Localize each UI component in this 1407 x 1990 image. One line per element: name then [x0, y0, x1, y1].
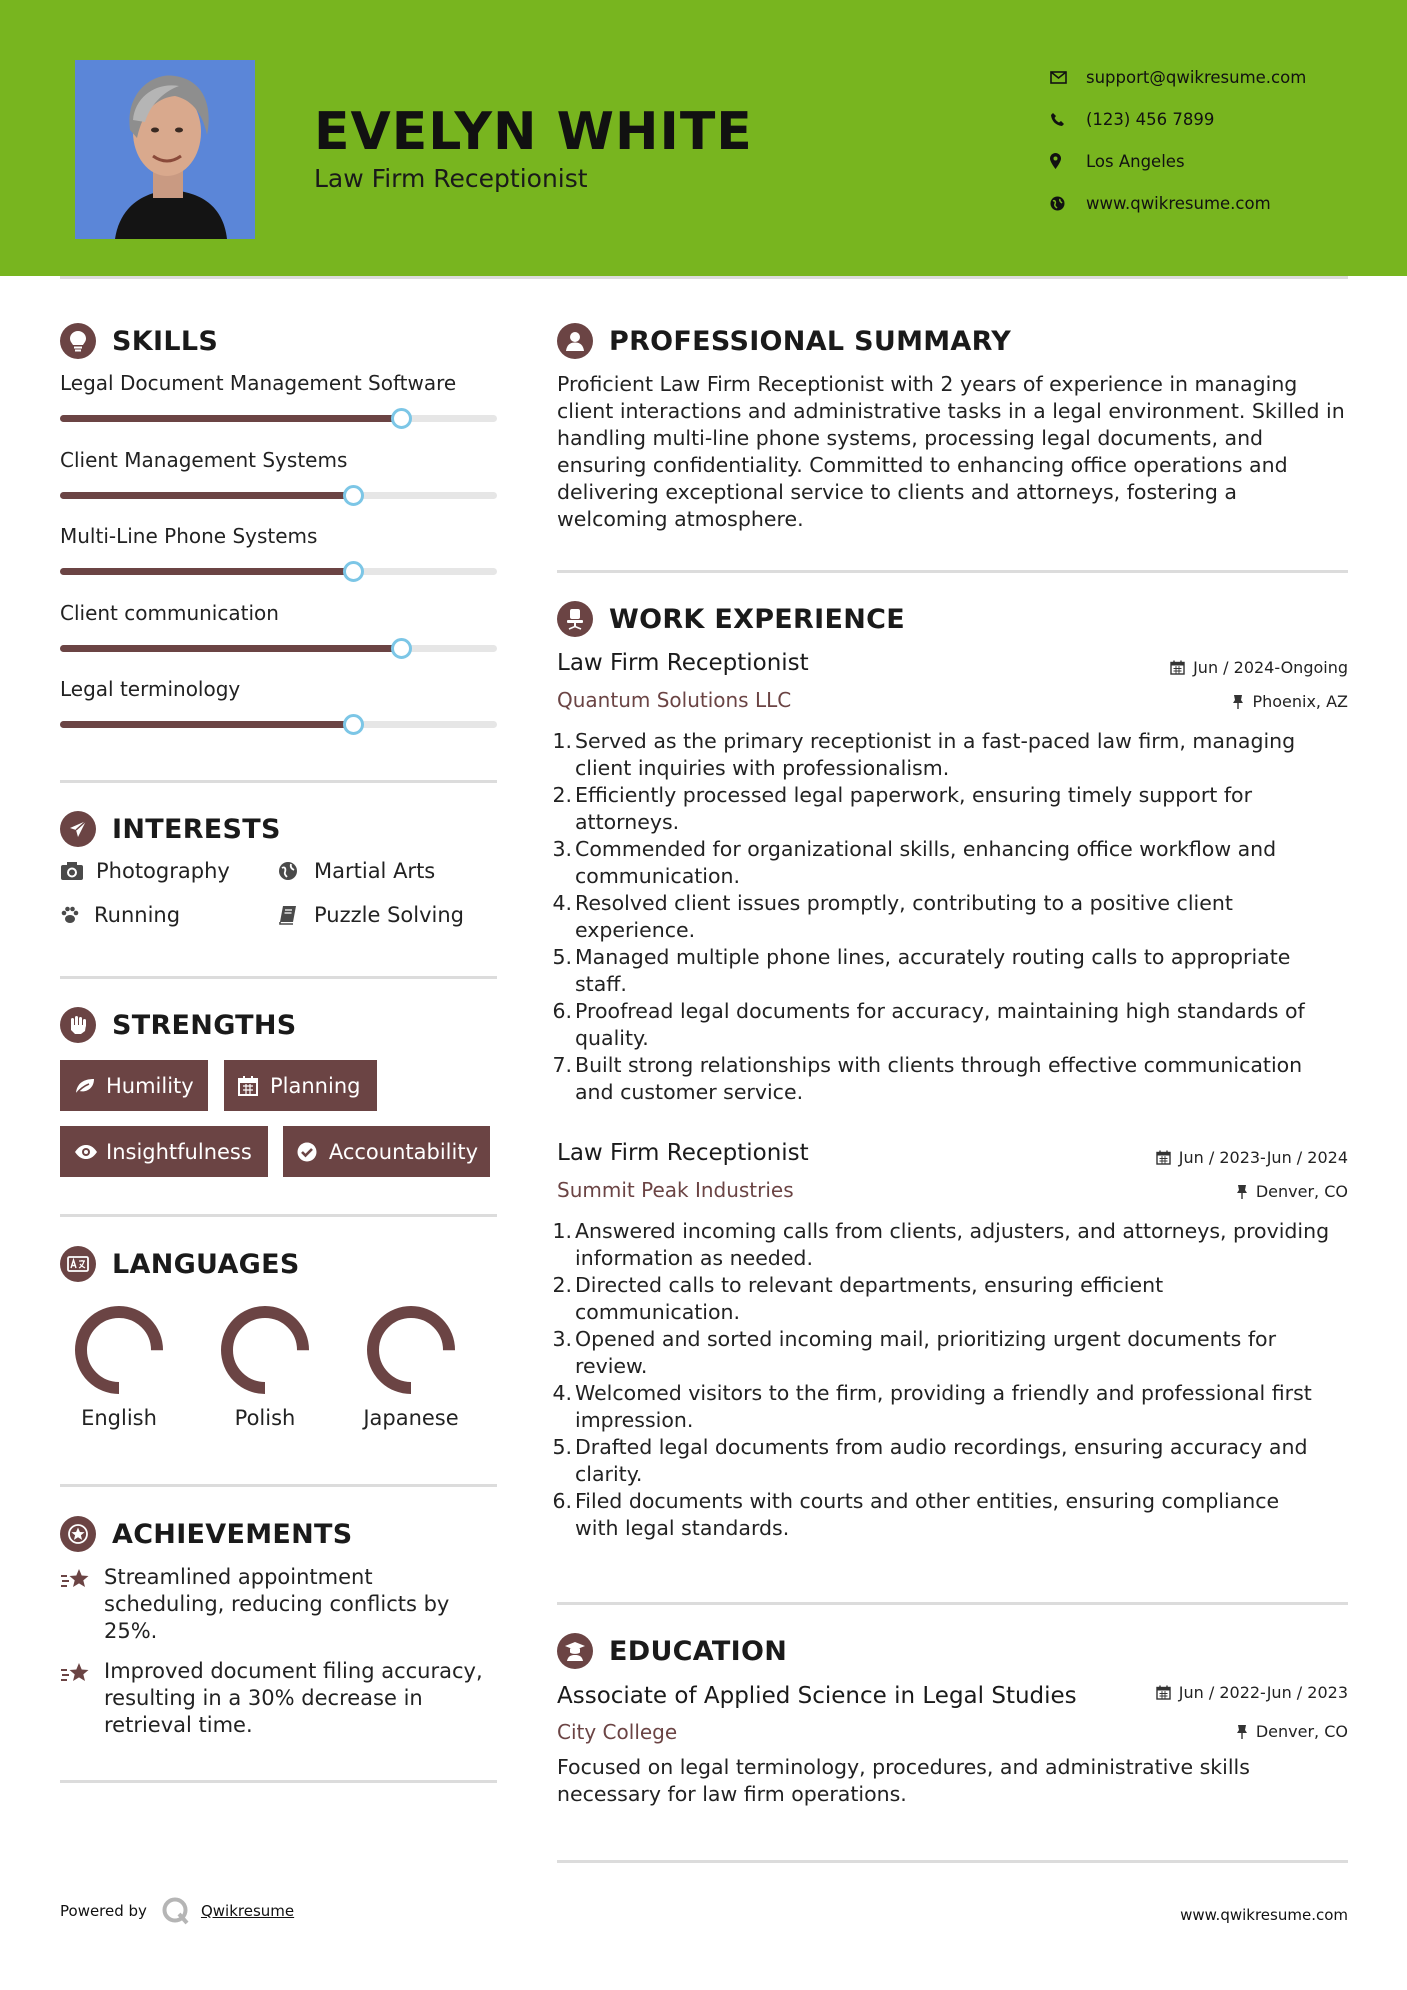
- paw-icon: [60, 905, 94, 925]
- bullet-number: 4.: [552, 891, 572, 915]
- bullet-number: 2.: [552, 1273, 572, 1297]
- job-bullet: [552, 1052, 1347, 1106]
- contact-location-text: Los Angeles: [1086, 151, 1185, 171]
- shooting-star-icon: [60, 1564, 104, 1601]
- job-bullet: [552, 890, 1347, 944]
- summary-heading-text: PROFESSIONAL SUMMARY: [609, 325, 1012, 357]
- bullet-number: 2.: [552, 783, 572, 807]
- education-divider: [557, 1860, 1348, 1863]
- languages-heading: [60, 1246, 300, 1282]
- skill-level-knob: [391, 408, 412, 429]
- job-bullet: [552, 1380, 1347, 1434]
- achievements-heading: [60, 1516, 353, 1552]
- job-bullet: [552, 1434, 1347, 1488]
- bullet-text: [575, 1326, 1276, 1380]
- job-location-text: Denver, CO: [1255, 1182, 1348, 1201]
- bullet-line: communication.: [575, 864, 741, 888]
- star-badge-icon: [60, 1516, 96, 1552]
- bullet-text: [575, 1052, 1302, 1106]
- achievement-line: Improved document filing accuracy,: [104, 1659, 483, 1683]
- interests-heading-text: INTERESTS: [112, 813, 281, 845]
- skill-level-knob: [343, 485, 364, 506]
- strength-label: Accountability: [328, 1139, 478, 1164]
- globe-icon: [1050, 196, 1086, 211]
- bullet-line: Drafted legal documents from audio recordings, ensuring accuracy and: [575, 1435, 1308, 1459]
- bullet-line: Answered incoming calls from clients, adjusters, and attorneys, providing: [575, 1219, 1330, 1243]
- bullet-line: Commended for organizational skills, enhancing office workflow and: [575, 837, 1277, 861]
- bullet-line: and customer service.: [575, 1080, 804, 1104]
- bullet-line: Directed calls to relevant departments, ensuring efficient: [575, 1273, 1164, 1297]
- language-item: [351, 1300, 471, 1430]
- experience-divider: [557, 1602, 1348, 1605]
- languages-heading-text: LANGUAGES: [112, 1248, 300, 1280]
- bullet-text: [575, 728, 1295, 782]
- strength-tag: [283, 1126, 490, 1177]
- contact-phone-text: (123) 456 7899: [1086, 109, 1215, 129]
- language-level-ring: [215, 1300, 315, 1400]
- job-title: Law Firm Receptionist: [557, 650, 809, 676]
- contact-list: [1050, 56, 1306, 224]
- strength-label: Planning: [270, 1073, 361, 1098]
- achievements-heading-text: ACHIEVEMENTS: [112, 1518, 353, 1550]
- language-item: [205, 1300, 325, 1430]
- lightbulb-icon: [60, 323, 96, 359]
- interest-item: [60, 903, 180, 927]
- bullet-line: Opened and sorted incoming mail, prioritizing urgent documents for: [575, 1327, 1277, 1351]
- experience-heading-text: WORK EXPERIENCE: [609, 603, 905, 635]
- languages-divider: [60, 1484, 497, 1487]
- interests-heading: [60, 811, 281, 847]
- bullet-number: 6.: [552, 1489, 572, 1513]
- interest-label: Martial Arts: [314, 859, 436, 883]
- strength-label: Humility: [106, 1073, 194, 1098]
- profile-photo: [75, 60, 255, 239]
- candidate-title: Law Firm Receptionist: [314, 164, 588, 193]
- skill-level-fill: [60, 568, 353, 575]
- calendar-icon: [238, 1076, 270, 1096]
- language-label: English: [81, 1406, 157, 1430]
- job-bullet: [552, 1272, 1347, 1326]
- job-location: [1232, 692, 1348, 711]
- strengths-divider: [60, 1214, 497, 1217]
- skill-level-bar: [60, 492, 497, 499]
- phone-icon: [1050, 112, 1086, 127]
- skill-level-knob: [343, 714, 364, 735]
- skill-label: Client Management Systems: [60, 447, 348, 472]
- interest-item: [278, 903, 464, 927]
- bullet-text: [575, 1380, 1312, 1434]
- job-bullet: [552, 998, 1347, 1052]
- company-name: Summit Peak Industries: [557, 1178, 794, 1202]
- paper-plane-icon: [60, 811, 96, 847]
- office-chair-icon: [557, 601, 593, 637]
- skills-heading-text: SKILLS: [112, 325, 219, 357]
- degree-title: Associate of Applied Science in Legal Studies: [557, 1683, 1077, 1709]
- bullet-line: clarity.: [575, 1462, 643, 1486]
- job-dates-text: Jun / 2024-Ongoing: [1193, 658, 1348, 677]
- bullet-line: review.: [575, 1354, 648, 1378]
- strength-tag: [224, 1060, 377, 1111]
- interest-label: Running: [94, 903, 181, 927]
- shooting-star-icon: [60, 1658, 104, 1695]
- job-title: Law Firm Receptionist: [557, 1140, 809, 1166]
- school-name: City College: [557, 1720, 678, 1744]
- bullet-number: 1.: [552, 729, 572, 753]
- bullet-text: [575, 890, 1233, 944]
- bullet-line: Built strong relationships with clients through effective communication: [575, 1053, 1303, 1077]
- bullet-text: [575, 836, 1276, 890]
- job-dates: [1170, 658, 1348, 677]
- contact-email[interactable]: [1050, 56, 1306, 98]
- bullet-line: Served as the primary receptionist in a fast-paced law firm, managing: [575, 729, 1296, 753]
- language-label: Japanese: [363, 1406, 459, 1430]
- job-dates: [1156, 1148, 1348, 1167]
- camera-icon: [60, 861, 96, 881]
- leaf-icon: [74, 1077, 106, 1095]
- bullet-line: Managed multiple phone lines, accurately routing calls to appropriate: [575, 945, 1291, 969]
- bullet-line: attorneys.: [575, 810, 680, 834]
- bullet-line: experience.: [575, 918, 696, 942]
- job-bullet: [552, 1218, 1347, 1272]
- skill-level-knob: [343, 561, 364, 582]
- strength-label: Insightfulness: [106, 1139, 252, 1164]
- job-bullets: [552, 728, 1347, 1106]
- bullet-line: impression.: [575, 1408, 694, 1432]
- skill-level-fill: [60, 721, 353, 728]
- bullet-text: [575, 1272, 1163, 1326]
- pushpin-icon: [1232, 694, 1244, 709]
- job-bullet: [552, 1326, 1347, 1380]
- bullet-line: Resolved client issues promptly, contributing to a positive client: [575, 891, 1233, 915]
- bullet-line: information as needed.: [575, 1246, 813, 1270]
- strengths-heading: [60, 1007, 297, 1043]
- footer-powered-by: [60, 1896, 294, 1926]
- strength-tag: [60, 1126, 268, 1177]
- bullet-line: with legal standards.: [575, 1516, 790, 1540]
- calendar-icon: [1156, 1685, 1171, 1700]
- email-icon: [1050, 71, 1086, 84]
- education-location-text: Denver, CO: [1255, 1722, 1348, 1741]
- skill-level-fill: [60, 492, 353, 499]
- skills-heading: [60, 323, 218, 359]
- language-level-ring: [361, 1300, 461, 1400]
- skill-level-knob: [391, 638, 412, 659]
- education-description: Focused on legal terminology, procedures, and administrative skills necessary for law firm operations.: [557, 1755, 1250, 1806]
- skill-level-bar: [60, 415, 497, 422]
- education-dates-text: Jun / 2022-Jun / 2023: [1178, 1683, 1348, 1702]
- candidate-name: EVELYN WHITE: [314, 102, 753, 162]
- bullet-line: communication.: [575, 1300, 741, 1324]
- job-bullets: [552, 1218, 1347, 1542]
- summary-text: Proficient Law Firm Receptionist with 2 years of experience in managing client interactions and administrative tasks in a legal environment. Skilled in handling multi-line phone systems, processing legal documents, and ensuring confidentiality. Committed to enhancing office operations and delivering exceptional service to clients and attorneys, fostering a welcoming atmosphere.: [557, 372, 1345, 531]
- education-dates: [1156, 1683, 1348, 1702]
- interest-item: [60, 859, 230, 883]
- job-bullet: [552, 728, 1347, 782]
- qwikresume-logo-icon: [161, 1896, 191, 1926]
- bullet-text: [575, 1434, 1307, 1488]
- bullet-number: 7.: [552, 1053, 572, 1077]
- user-icon: [557, 323, 593, 359]
- bullet-text: [575, 998, 1305, 1052]
- header-banner: [0, 0, 1407, 276]
- location-pin-icon: [1050, 153, 1086, 169]
- skill-label: Legal terminology: [60, 677, 241, 701]
- summary-heading: [557, 323, 1011, 359]
- strengths-heading-text: STRENGTHS: [112, 1009, 297, 1041]
- bullet-line: Welcomed visitors to the firm, providing a friendly and professional first: [575, 1381, 1312, 1405]
- bullet-text: [575, 1218, 1329, 1272]
- language-item: [59, 1300, 179, 1430]
- book-icon: [278, 905, 314, 925]
- education-location: [1236, 1722, 1348, 1741]
- job-bullet: [552, 1488, 1347, 1542]
- achievement-item: [60, 1564, 449, 1645]
- achievement-line: 25%.: [104, 1619, 158, 1643]
- pushpin-icon: [1236, 1184, 1248, 1199]
- footer-brand-link[interactable]: Qwikresume: [200, 1902, 295, 1920]
- skill-level-bar: [60, 645, 497, 652]
- bullet-line: staff.: [575, 972, 627, 996]
- bullet-text: [575, 1488, 1279, 1542]
- experience-heading: [557, 601, 905, 637]
- job-location-text: Phoenix, AZ: [1252, 692, 1348, 711]
- language-label: Polish: [234, 1406, 296, 1430]
- interests-divider: [60, 976, 497, 979]
- footer-url[interactable]: www.qwikresume.com: [1180, 1906, 1348, 1924]
- job-dates-text: Jun / 2023-Jun / 2024: [1178, 1148, 1348, 1167]
- graduate-icon: [557, 1633, 593, 1669]
- bullet-line: Filed documents with courts and other entities, ensuring compliance: [575, 1489, 1280, 1513]
- bullet-number: 3.: [552, 837, 572, 861]
- job-bullet: [552, 944, 1347, 998]
- bullet-number: 1.: [552, 1219, 572, 1243]
- skill-label: Legal Document Management Software: [60, 371, 457, 395]
- skills-divider: [60, 780, 497, 783]
- pushpin-icon: [1236, 1724, 1248, 1739]
- summary-divider: [557, 570, 1348, 573]
- strength-tag: [60, 1060, 208, 1111]
- language-icon: [60, 1246, 96, 1282]
- achievement-line: scheduling, reducing conflicts by: [104, 1592, 450, 1616]
- achievement-line: Streamlined appointment: [104, 1565, 373, 1589]
- calendar-icon: [1156, 1150, 1171, 1165]
- calendar-icon: [1170, 660, 1185, 675]
- bullet-number: 3.: [552, 1327, 572, 1351]
- raised-fist-icon: [60, 1007, 96, 1043]
- achievement-item: [60, 1658, 483, 1739]
- job-location: [1236, 1182, 1348, 1201]
- job-bullet: [552, 836, 1347, 890]
- contact-phone[interactable]: [1050, 98, 1306, 140]
- skill-level-bar: [60, 721, 497, 728]
- bullet-line: Proofread legal documents for accuracy, maintaining high standards of: [575, 999, 1305, 1023]
- skill-label: Multi-Line Phone Systems: [60, 524, 318, 548]
- footer-powered-label: Powered by: [60, 1902, 147, 1920]
- company-name: Quantum Solutions LLC: [557, 688, 792, 712]
- contact-location: [1050, 140, 1306, 182]
- globe-icon: [278, 861, 314, 881]
- bullet-number: 5.: [552, 1435, 572, 1459]
- skill-level-bar: [60, 568, 497, 575]
- interest-label: Photography: [96, 859, 230, 883]
- interest-label: Puzzle Solving: [314, 903, 464, 927]
- bullet-number: 6.: [552, 999, 572, 1023]
- skill-label: Client communication: [60, 600, 279, 625]
- skill-level-fill: [60, 415, 401, 422]
- education-heading: [557, 1633, 787, 1669]
- achievement-line: resulting in a 30% decrease in: [104, 1686, 423, 1710]
- job-bullet: [552, 782, 1347, 836]
- bullet-text: [575, 944, 1290, 998]
- contact-website-text: www.qwikresume.com: [1086, 193, 1271, 213]
- bullet-line: quality.: [575, 1026, 649, 1050]
- bullet-number: 5.: [552, 945, 572, 969]
- education-heading-text: EDUCATION: [609, 1635, 788, 1667]
- achievements-divider: [60, 1780, 497, 1783]
- contact-website[interactable]: [1050, 182, 1306, 224]
- header-divider: [60, 276, 1348, 279]
- eye-icon: [74, 1144, 106, 1160]
- bullet-line: client inquiries with professionalism.: [575, 756, 950, 780]
- language-level-ring: [69, 1300, 169, 1400]
- bullet-line: Efficiently processed legal paperwork, ensuring timely support for: [575, 783, 1253, 807]
- check-circle-icon: [297, 1142, 329, 1162]
- interest-item: [278, 859, 435, 883]
- bullet-text: [575, 782, 1252, 836]
- skill-level-fill: [60, 645, 401, 652]
- contact-email-text: support@qwikresume.com: [1086, 67, 1307, 87]
- bullet-number: 4.: [552, 1381, 572, 1405]
- achievement-line: retrieval time.: [104, 1713, 253, 1737]
